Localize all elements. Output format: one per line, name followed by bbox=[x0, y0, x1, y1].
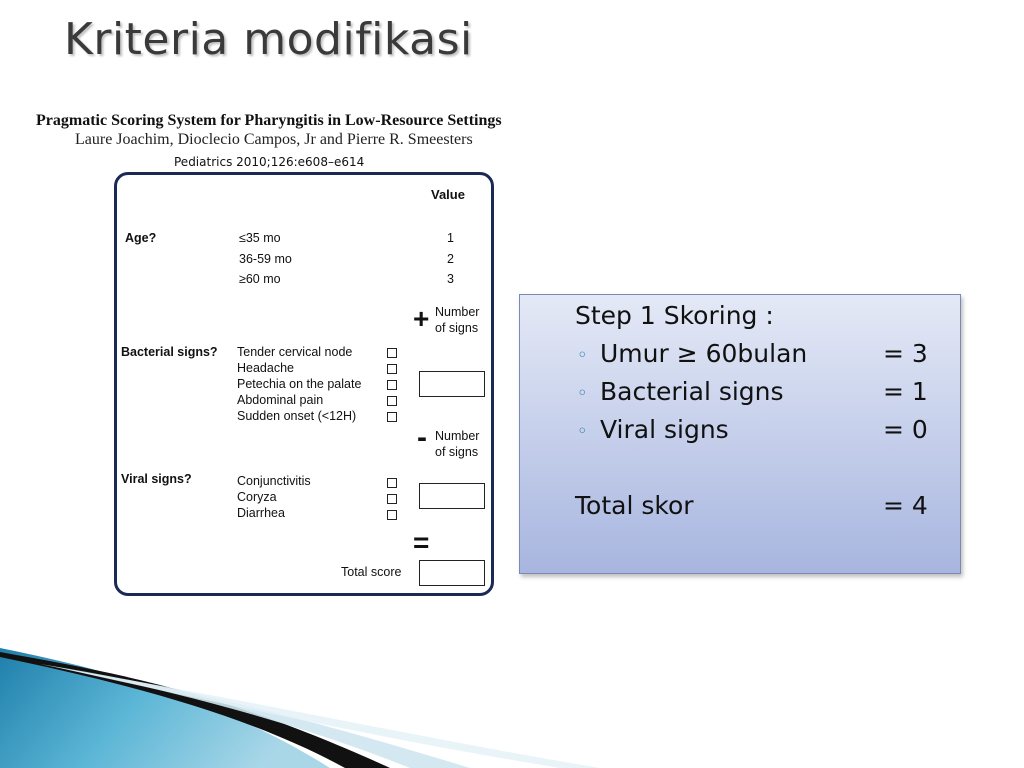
step-heading: Step 1 Skoring : bbox=[575, 301, 774, 330]
age-option-label: ≤35 mo bbox=[239, 231, 281, 245]
viral-item: Coryza bbox=[237, 490, 277, 504]
viral-item: Conjunctivitis bbox=[237, 474, 311, 488]
plus-number-label: Number bbox=[435, 305, 480, 319]
age-option-value: 1 bbox=[447, 231, 454, 245]
bullet-icon: ◦ bbox=[577, 345, 588, 366]
plus-sign: + bbox=[413, 303, 430, 334]
minus-number-label: Number bbox=[435, 429, 480, 443]
bacterial-label: Bacterial signs? bbox=[121, 345, 218, 359]
minus-of-signs-label: of signs bbox=[435, 445, 479, 459]
paper-citation: Pediatrics 2010;126:e608–e614 bbox=[174, 155, 365, 169]
viral-label: Viral signs? bbox=[121, 472, 192, 486]
bacterial-item: Tender cervical node bbox=[237, 345, 353, 359]
value-header: Value bbox=[431, 187, 465, 202]
step-row-label: Viral signs bbox=[600, 415, 729, 444]
step-row-label: Umur ≥ 60bulan bbox=[600, 339, 808, 368]
total-skor-label: Total skor bbox=[575, 491, 694, 520]
slide-title: Kriteria modifikasi bbox=[64, 14, 473, 65]
step-row-value: = 1 bbox=[883, 377, 928, 406]
plus-of-signs-label: of signs bbox=[435, 321, 479, 335]
age-option-label: 36-59 mo bbox=[239, 252, 292, 266]
age-option-label: ≥60 mo bbox=[239, 272, 281, 286]
age-option-value: 3 bbox=[447, 272, 454, 286]
minus-sign: - bbox=[417, 421, 427, 454]
bacterial-item: Petechia on the palate bbox=[237, 377, 362, 391]
bullet-icon: ◦ bbox=[577, 383, 588, 404]
step-row-label: Bacterial signs bbox=[600, 377, 784, 406]
bullet-icon: ◦ bbox=[577, 421, 588, 442]
bacterial-item: Sudden onset (<12H) bbox=[237, 409, 357, 423]
age-option-value: 2 bbox=[447, 252, 454, 266]
total-score-label: Total score bbox=[341, 565, 402, 579]
bacterial-item: Headache bbox=[237, 361, 294, 375]
equals-sign: = bbox=[413, 527, 430, 558]
step-row-value: = 3 bbox=[883, 339, 928, 368]
paper-title: Pragmatic Scoring System for Pharyngitis in Low-Resource Settings bbox=[36, 112, 502, 129]
total-skor-value: = 4 bbox=[883, 491, 928, 520]
step-row-value: = 0 bbox=[883, 415, 928, 444]
paper-authors: Laure Joachim, Dioclecio Campos, Jr and Pierre R. Smeesters bbox=[75, 131, 473, 148]
age-label: Age? bbox=[125, 231, 157, 245]
viral-item: Diarrhea bbox=[237, 506, 285, 520]
bacterial-item: Abdominal pain bbox=[237, 393, 324, 407]
